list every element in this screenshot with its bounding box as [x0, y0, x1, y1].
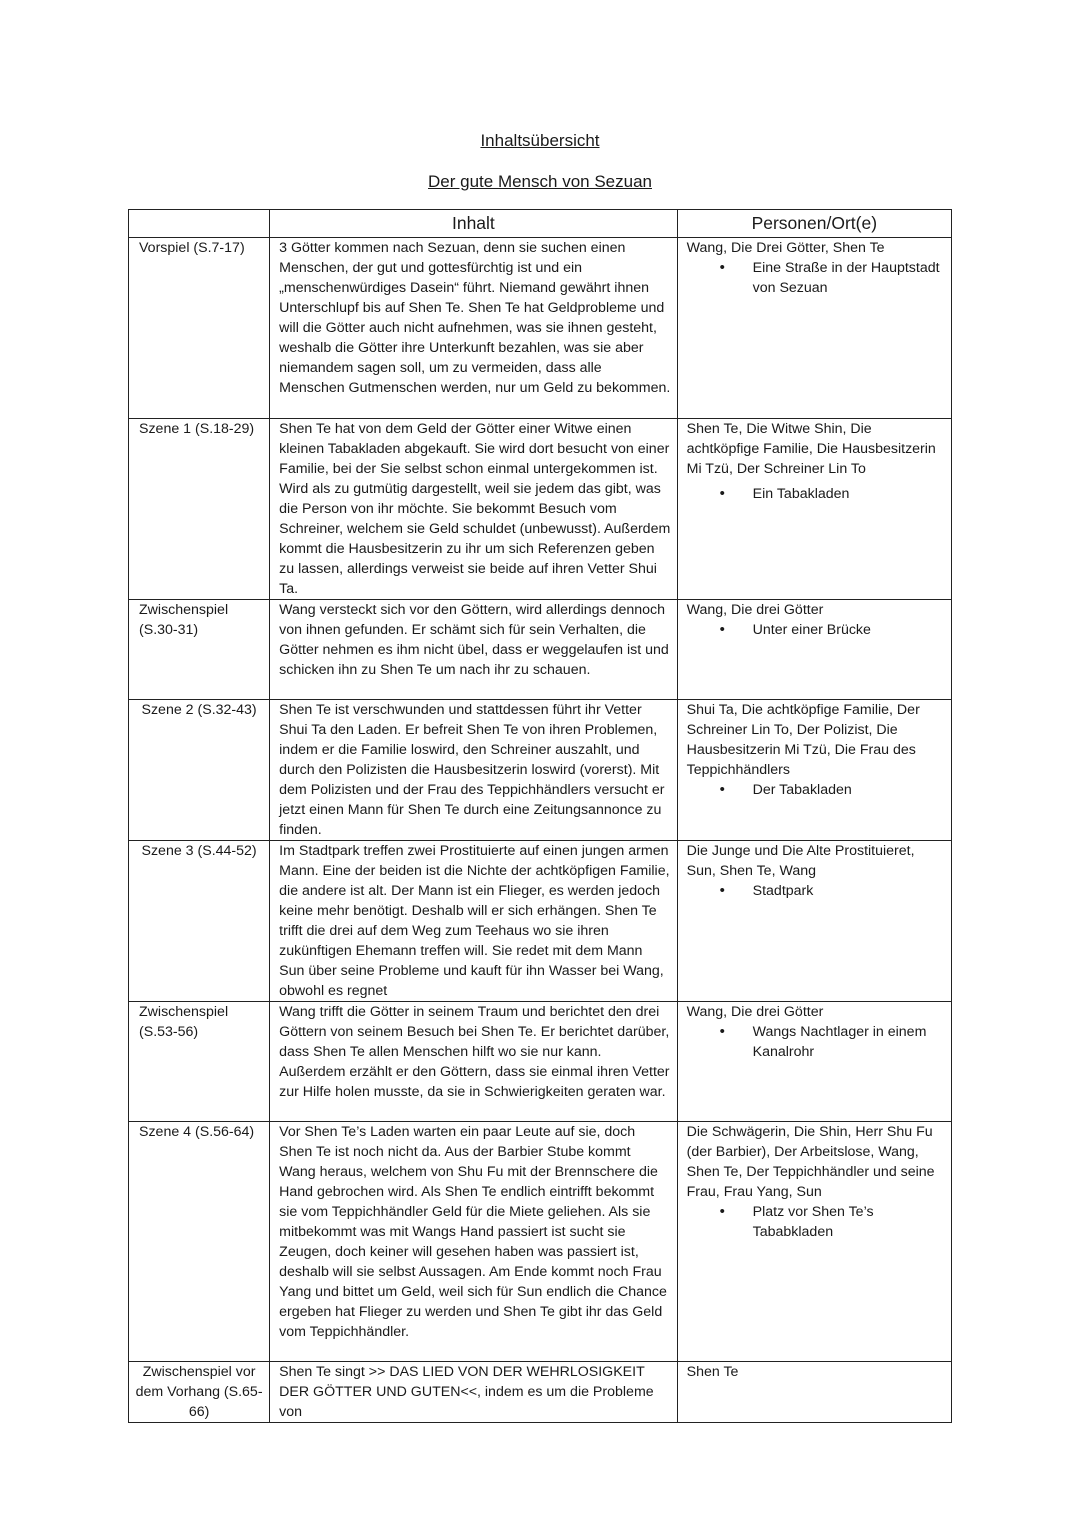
content-cell: Shen Te hat von dem Geld der Götter einer Witwe einen kleinen Tabakladen abgekauft. Sie wird dort besucht von einer Familie, bei der Sie selbst schon einmal untergekommen ist. Wird als zu gutmütig dargestellt, weil sie jedem das gibt, was die Person von ihr möchte. Sie bekommt Besuch vom Schreiner, welchem sie Geld schuldet (unbewusst). Außerdem kommt die Hausbesitzerin zu ihr um sich Referenzen geben zu lassen, allerdings verweist sie beide auf ihren Vetter Shui Ta.: [270, 419, 677, 600]
column-header-persons: Personen/Ort(e): [677, 210, 951, 238]
table-row: [129, 238, 952, 419]
scene-cell: Zwischenspiel vor dem Vorhang (S.65-66): [129, 1362, 270, 1423]
persons-text: Die Schwägerin, Die Shin, Herr Shu Fu (der Barbier), Der Arbeitslose, Wang, Shen Te, Der Teppichhändler und seine Frau, Frau Yang, Sun: [686, 1124, 935, 1200]
content-cell: Shen Te ist verschwunden und stattdessen führt ihr Vetter Shui Ta den Laden. Er befreit Shen Te von ihren Problemen, indem er die Familie loswird, den Schreiner auszahlt, und durch den Polizisten die Hausbesitzerin loswird (vorerst). Mit dem Polizisten und der Frau des Teppichhändlers versucht er jetzt einen Mann für Shen Te durch eine Zeitungsannonce zu finden.: [270, 700, 677, 841]
scene-cell: Szene 4 (S.56-64): [129, 1122, 270, 1362]
place-item: • Unter einer Brücke: [687, 620, 945, 640]
content-cell: Wang trifft die Götter in seinem Traum und berichtet den drei Göttern von seinem Besuch bei Shen Te. Er berichtet darüber, dass Shen Te allen Menschen hilft wo sie nur kann. Außerdem erzählt er den Göttern, dass sie einmal ihren Vetter zur Hilfe holen musste, da sie in Schwierigkeiten geraten war.: [270, 1002, 677, 1122]
place-item: • Wangs Nachtlager in einem Kanalrohr: [687, 1022, 945, 1062]
table-header-row: [129, 210, 952, 238]
content-cell: Wang versteckt sich vor den Göttern, wird allerdings dennoch von ihnen gefunden. Er schämt sich für sein Verhalten, die Götter nehmen es ihm nicht übel, dass er weggelaufen ist und schicken ihn zu Shen Te um nach ihr zu schauen.: [270, 600, 677, 700]
table-row: [129, 1122, 952, 1362]
persons-text: Wang, Die drei Götter: [686, 602, 824, 618]
persons-cell: [677, 1122, 951, 1362]
scene-cell: Zwischenspiel (S.53-56): [129, 1002, 270, 1122]
place-item: • Platz vor Shen Te’s Tababkladen: [687, 1202, 945, 1242]
persons-text: Wang, Die drei Götter: [686, 1004, 824, 1020]
persons-text: Die Junge und Die Alte Prostituieret, Sun, Shen Te, Wang: [686, 843, 915, 879]
table-row: [129, 700, 952, 841]
table-row: [129, 419, 952, 600]
persons-cell: [677, 419, 951, 600]
column-header-content: Inhalt: [270, 210, 677, 238]
persons-text: Wang, Die Drei Götter, Shen Te: [686, 240, 885, 256]
table-row: [129, 1002, 952, 1122]
place-item: • Ein Tabakladen: [687, 484, 945, 504]
content-cell: Vor Shen Te’s Laden warten ein paar Leute auf sie, doch Shen Te ist noch nicht da. Aus der Barbier Stube kommt Wang heraus, welchem von Shu Fu mit der Brennschere die Hand gebrochen wird. Als Shen Te endlich eintrifft bekommt sie vom Teppichhändler Geld für die Miete geliehen. Als sie mitbekommt was mit Wangs Hand passiert ist sucht sie Zeugen, doch keiner will gesehen haben was passiert ist, deshalb will sie selbst Aussagen. Am Ende kommt noch Frau Yang und bittet um Geld, weil sich für Sun endlich die Chance ergeben hat Flieger zu werden und Shen Te gibt ihr das Geld vom Teppichhändler.: [270, 1122, 677, 1362]
scene-cell: Szene 1 (S.18-29): [129, 419, 270, 600]
persons-cell: [677, 1002, 951, 1122]
scene-cell: Zwischenspiel (S.30-31): [129, 600, 270, 700]
persons-cell: [677, 238, 951, 419]
place-item: • Der Tabakladen: [687, 780, 945, 800]
persons-cell: [677, 700, 951, 841]
column-header-scene: [129, 210, 270, 238]
content-table: [128, 209, 952, 1423]
scene-cell: Vorspiel (S.7-17): [129, 238, 270, 419]
content-cell: Shen Te singt >> DAS LIED VON DER WEHRLOSIGKEIT DER GÖTTER UND GUTEN<<, indem es um die Probleme von: [270, 1362, 677, 1423]
persons-text: Shen Te, Die Witwe Shin, Die achtköpfige Familie, Die Hausbesitzerin Mi Tzü, Der Schreiner Lin To: [686, 421, 936, 477]
table-row: [129, 841, 952, 1002]
page-subtitle: Der gute Mensch von Sezuan: [428, 172, 652, 191]
page-title: Inhaltsübersicht: [480, 131, 600, 150]
content-cell: 3 Götter kommen nach Sezuan, denn sie suchen einen Menschen, der gut und gottesfürchtig ist und ein „menschenwürdiges Dasein“ führt. Niemand gewährt ihnen Unterschlupf bis auf Shen Te. Shen Te hat Geldprobleme und will die Götter auch nicht aufnehmen, was sie ihnen gesteht, weshalb die Götter ihre Unterkunft bezahlen, was sie aber niemandem sagen soll, um zu vermeiden, dass alle Menschen Gutmenschen werden, nur um Geld zu bekommen.: [270, 238, 677, 419]
persons-cell: [677, 841, 951, 1002]
place-item: • Eine Straße in der Hauptstadt von Sezuan: [687, 258, 945, 298]
scene-cell: Szene 2 (S.32-43): [129, 700, 270, 841]
scene-cell: Szene 3 (S.44-52): [129, 841, 270, 1002]
persons-cell: [677, 600, 951, 700]
table-row: [129, 600, 952, 700]
place-item: • Stadtpark: [687, 881, 945, 901]
persons-cell: [677, 1362, 951, 1423]
persons-text: Shen Te: [686, 1364, 739, 1380]
persons-text: Shui Ta, Die achtköpfige Familie, Der Schreiner Lin To, Der Polizist, Die Hausbesitzerin Mi Tzü, Die Frau des Teppichhändlers: [686, 702, 920, 778]
content-cell: Im Stadtpark treffen zwei Prostituierte auf einen jungen armen Mann. Eine der beiden ist die Nichte der achtköpfigen Familie, die andere ist alt. Der Mann ist ein Flieger, es werden jedoch keine mehr benötigt. Deshalb will er sich erhängen. Shen Te trifft die drei auf dem Weg zum Teehaus wo sie ihren zukünftigen Ehemann treffen will. Sie redet mit dem Mann Sun über seine Probleme und kauft für ihn Wasser bei Wang, obwohl es regnet: [270, 841, 677, 1002]
table-row: [129, 1362, 952, 1423]
